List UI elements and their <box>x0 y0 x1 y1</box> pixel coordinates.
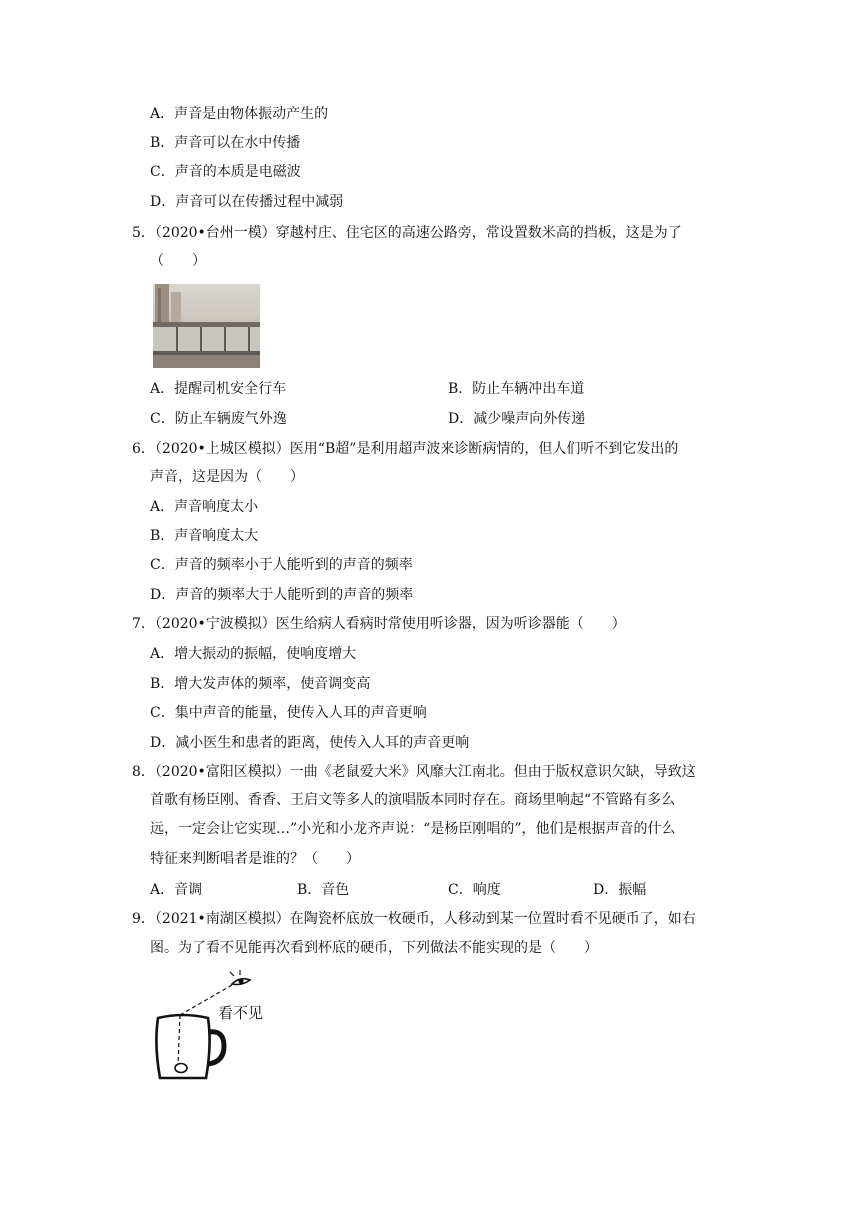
noise-barrier-photo <box>153 284 260 368</box>
q5-option-c: C．防止车辆废气外逸 <box>150 411 287 427</box>
q8-option-d: D．振幅 <box>593 882 647 898</box>
q7-option-a: A．增大振动的振幅，使响度增大 <box>150 646 357 662</box>
q8-stem-line3: 远，一定会让它实现…”小光和小龙齐声说：“是杨臣刚唱的”，他们是根据声音的什么 <box>150 821 676 837</box>
q8-option-a: A．音调 <box>150 882 203 898</box>
q7-option-b: B．增大发声体的频率，使音调变高 <box>150 676 371 692</box>
q8-option-c: C．响度 <box>448 882 501 898</box>
cup-icon <box>156 1015 224 1078</box>
cup-coin-diagram <box>150 970 280 1085</box>
q6-stem-line1: 6．（2020•上城区模拟）医用“B超”是利用超声波来诊断病情的，但人们听不到它发出的 <box>132 441 679 457</box>
q6-option-c: C．声音的频率小于人能听到的声音的频率 <box>150 557 413 573</box>
q9-stem-line2: 图。为了看不见能再次看到杯底的硬币，下列做法不能实现的是（ ） <box>150 940 598 956</box>
q6-option-a: A．声音响度太小 <box>150 499 259 515</box>
q7-option-c: C．集中声音的能量，使传入人耳的声音更响 <box>150 705 427 721</box>
eye-icon <box>230 970 250 985</box>
q4-option-c: C．声音的本质是电磁波 <box>150 164 301 180</box>
q8-option-b: B．音色 <box>297 882 350 898</box>
q8-stem-line2: 首歌有杨臣刚、香香、王启文等多人的演唱版本同时存在。商场里响起“不管路有多么 <box>150 792 676 808</box>
coin-icon <box>175 1064 187 1073</box>
q5-option-d: D．减少噪声向外传递 <box>448 411 586 427</box>
q8-stem-line4: 特征来判断唱者是谁的？（ ） <box>150 851 360 867</box>
diagram-label-cannot-see: 看不见 <box>218 1004 264 1022</box>
q5-option-a: A．提醒司机安全行车 <box>150 381 287 397</box>
q6-stem-line2: 声音，这是因为（ ） <box>150 469 304 485</box>
q6-option-b: B．声音响度太大 <box>150 528 259 544</box>
q4-option-d: D．声音可以在传播过程中减弱 <box>150 194 344 210</box>
q5-stem-line1: 5．（2020•台州一模）穿越村庄、住宅区的高速公路旁，常设置数米高的挡板，这是为了 <box>132 225 682 241</box>
q8-stem-line1: 8．（2020•富阳区模拟）一曲《老鼠爱大米》风靡大江南北。但由于版权意识欠缺，导致这 <box>132 764 696 780</box>
q9-stem-line1: 9．（2021•南湖区模拟）在陶瓷杯底放一枚硬币，人移动到某一位置时看不见硬币了，如右 <box>132 911 696 927</box>
q7-stem-line1: 7．（2020•宁波模拟）医生给病人看病时常使用听诊器，因为听诊器能（ ） <box>132 616 626 632</box>
q5-option-b: B．防止车辆冲出车道 <box>448 381 585 397</box>
q4-option-a: A．声音是由物体振动产生的 <box>150 106 329 122</box>
q5-stem-line2: （ ） <box>150 253 206 269</box>
q4-option-b: B．声音可以在水中传播 <box>150 135 301 151</box>
q6-option-d: D．声音的频率大于人能听到的声音的频率 <box>150 587 414 603</box>
q7-option-d: D．减小医生和患者的距离，使传入人耳的声音更响 <box>150 735 470 751</box>
